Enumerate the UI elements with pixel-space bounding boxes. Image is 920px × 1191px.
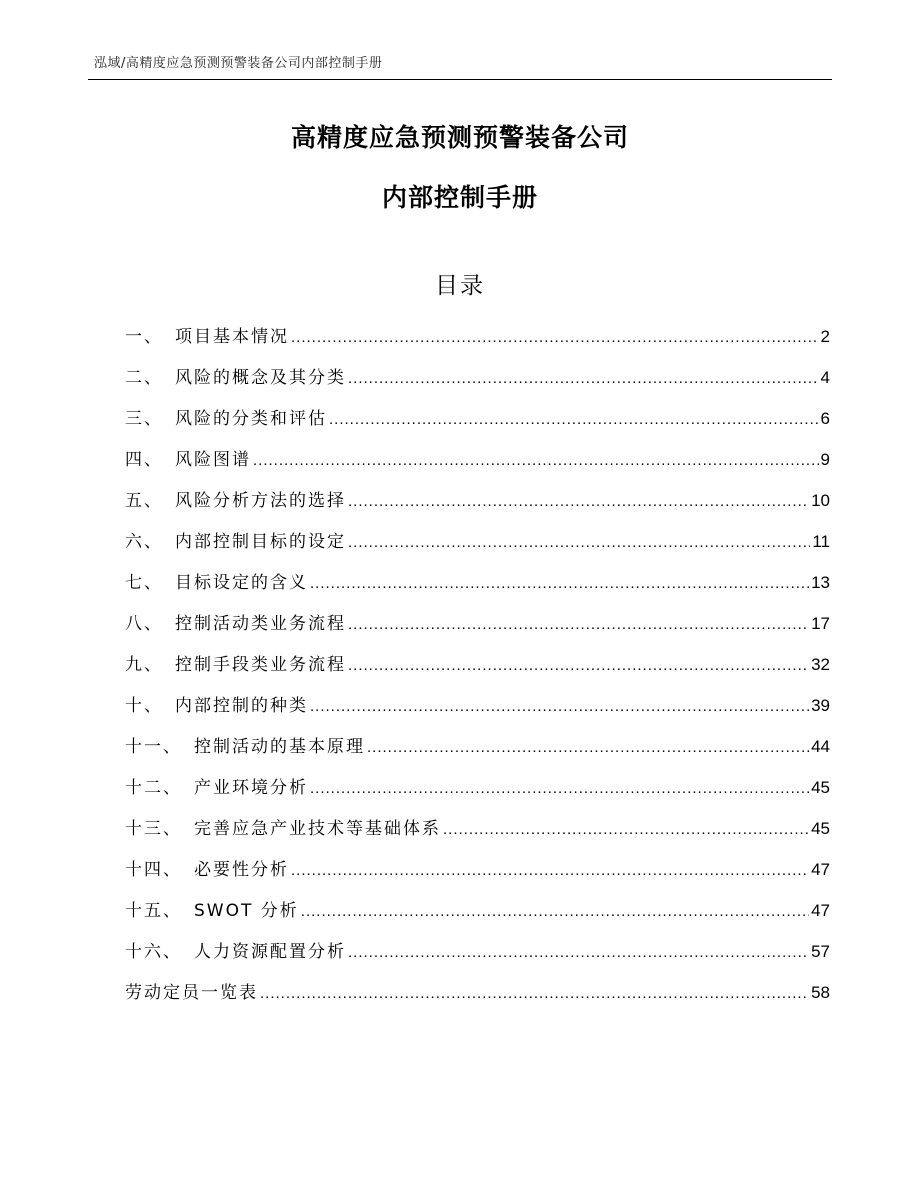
- toc-entry[interactable]: [125, 571, 830, 612]
- toc-entry-page: 47: [811, 860, 830, 879]
- toc-dot-leader: [310, 777, 809, 801]
- toc-entry-title: 控制活动类业务流程: [175, 614, 346, 634]
- toc-dot-leader: [443, 818, 809, 842]
- toc-dot-leader: [310, 695, 809, 719]
- toc-dot-leader: [348, 490, 809, 514]
- header-divider: [88, 79, 832, 80]
- toc-entry-title: 完善应急产业技术等基础体系: [194, 819, 441, 839]
- toc-entry-page: 47: [811, 901, 830, 920]
- toc-dot-leader: [329, 408, 819, 432]
- toc-entry-page: 45: [811, 778, 830, 797]
- toc-entry[interactable]: [125, 817, 830, 858]
- toc-entry-page: 6: [820, 409, 830, 428]
- toc-entry-number: 一、: [125, 327, 163, 347]
- toc-entry-title: 必要性分析: [194, 860, 289, 880]
- toc-dot-leader: [260, 982, 809, 1006]
- toc-entry-title: 内部控制的种类: [175, 696, 308, 716]
- toc-entry-number: 十二、: [125, 778, 182, 798]
- toc-entry[interactable]: [125, 530, 830, 571]
- toc-entry-page: 9: [820, 450, 830, 469]
- toc-dot-leader: [348, 367, 819, 391]
- toc-entry-title: 产业环境分析: [194, 778, 308, 798]
- toc-entry-title: 风险图谱: [175, 450, 251, 470]
- toc-entry-title: 人力资源配置分析: [194, 942, 346, 962]
- toc-entry-title: 项目基本情况: [175, 327, 289, 347]
- running-header: 泓域/高精度应急预测预警装备公司内部控制手册: [94, 56, 383, 71]
- toc-entry-number: 五、: [125, 491, 163, 511]
- toc-dot-leader: [301, 900, 809, 924]
- toc-entry[interactable]: [125, 325, 830, 366]
- toc-entry[interactable]: [125, 694, 830, 735]
- toc-entry-page: 17: [811, 614, 830, 633]
- toc-dot-leader: [348, 654, 809, 678]
- toc-entry-title: SWOT 分析: [194, 901, 299, 921]
- toc-entry-page: 58: [811, 983, 830, 1002]
- toc-entry[interactable]: [125, 653, 830, 694]
- toc-heading: 目录: [435, 273, 485, 299]
- toc-entry-page: 39: [811, 696, 830, 715]
- toc-entry[interactable]: [125, 981, 830, 1022]
- toc-entry-number: 十四、: [125, 860, 182, 880]
- toc-dot-leader: [253, 449, 819, 473]
- toc-entry-title: 风险的分类和评估: [175, 409, 327, 429]
- toc-entry-number: 九、: [125, 655, 163, 675]
- toc-entry-number: 三、: [125, 409, 163, 429]
- toc-entry-number: 十一、: [125, 737, 182, 757]
- toc-entry-number: 六、: [125, 532, 163, 552]
- toc-entry[interactable]: [125, 489, 830, 530]
- document-title-line-2: 内部控制手册: [381, 183, 538, 212]
- toc-dot-leader: [348, 531, 810, 555]
- toc-entry[interactable]: [125, 407, 830, 448]
- toc-entry[interactable]: [125, 776, 830, 817]
- toc-entry-page: 13: [811, 573, 830, 592]
- toc-dot-leader: [348, 613, 809, 637]
- toc-entry-page: 57: [811, 942, 830, 961]
- toc-entry-title: 控制手段类业务流程: [175, 655, 346, 675]
- toc-entry-page: 10: [811, 491, 830, 510]
- toc-entry[interactable]: [125, 940, 830, 981]
- toc-entry-number: 四、: [125, 450, 163, 470]
- toc-entry-page: 11: [812, 532, 830, 551]
- toc-entry-page: 45: [811, 819, 830, 838]
- toc-entry-number: 七、: [125, 573, 163, 593]
- toc-entry-title: 风险的概念及其分类: [175, 368, 346, 388]
- toc-entry-number: 十五、: [125, 901, 182, 921]
- toc-entry-number: 八、: [125, 614, 163, 634]
- toc-dot-leader: [367, 736, 809, 760]
- toc-entry[interactable]: [125, 448, 830, 489]
- toc-entry-page: 44: [811, 737, 830, 756]
- toc-entry-page: 32: [811, 655, 830, 674]
- toc-entry-title: 风险分析方法的选择: [175, 491, 346, 511]
- toc-entry[interactable]: [125, 366, 830, 407]
- toc-entry[interactable]: [125, 899, 830, 940]
- toc-dot-leader: [291, 859, 809, 883]
- toc-entry-number: 十三、: [125, 819, 182, 839]
- toc-entry-page: 2: [820, 327, 830, 346]
- toc-entry-number: 十、: [125, 696, 163, 716]
- toc-entry-title: 劳动定员一览表: [125, 983, 258, 1003]
- toc-entry-title: 目标设定的含义: [175, 573, 308, 593]
- toc-entry-title: 控制活动的基本原理: [194, 737, 365, 757]
- toc-dot-leader: [291, 326, 819, 350]
- toc-entry[interactable]: [125, 735, 830, 776]
- toc-entry-number: 十六、: [125, 942, 182, 962]
- toc-entry-number: 二、: [125, 368, 163, 388]
- toc-entry-page: 4: [820, 368, 830, 387]
- document-title-line-1: 高精度应急预测预警装备公司: [290, 123, 629, 152]
- toc-entry[interactable]: [125, 612, 830, 653]
- toc-dot-leader: [310, 572, 809, 596]
- toc-dot-leader: [348, 941, 809, 965]
- toc-entry[interactable]: [125, 858, 830, 899]
- toc-entry-title: 内部控制目标的设定: [175, 532, 346, 552]
- table-of-contents: [125, 325, 830, 1022]
